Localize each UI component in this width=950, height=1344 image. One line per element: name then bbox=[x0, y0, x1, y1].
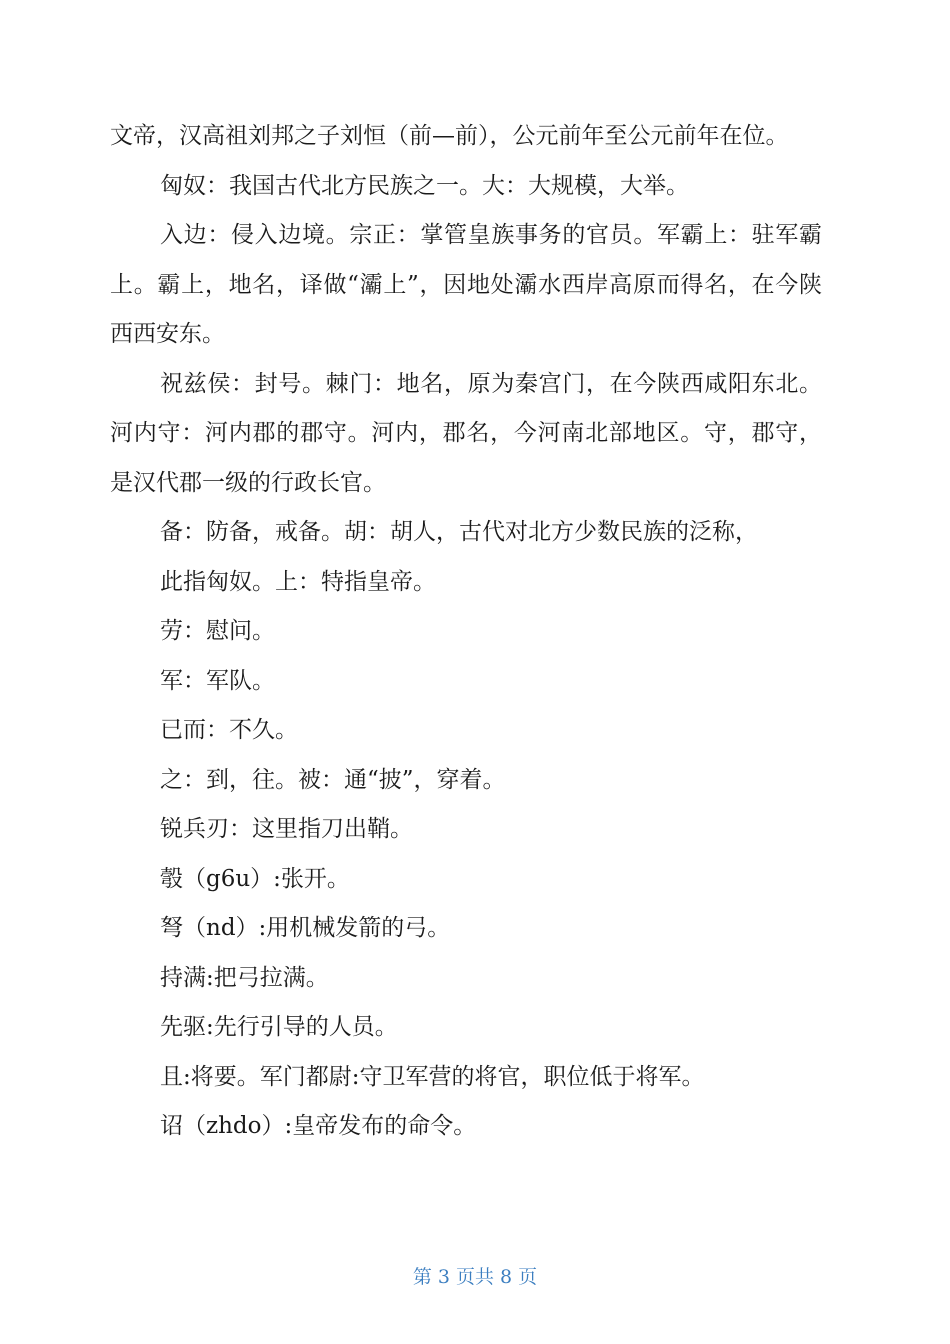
paragraph-7: 劳：慰问。 bbox=[160, 618, 275, 644]
paragraph-2: 匈奴：我国古代北方民族之一。大：大规模，大举。 bbox=[160, 172, 689, 199]
page-number-footer: 第 3 页共 8 页 bbox=[412, 1266, 538, 1288]
paragraph-4: 祝兹侯：封号。棘门：地名，原为秦宫门，在今陕西咸阳东北。河内守：河内郡的郡守。河内，郡名，今河南北部地区。守，郡守，是汉代郡一级的行政长官。 bbox=[110, 370, 822, 496]
paragraph-12: 彀（g6u）:张开。 bbox=[160, 865, 350, 892]
paragraph-11: 锐兵刃：这里指刀出鞘。 bbox=[160, 816, 413, 842]
paragraph-16: 且:将要。军门都尉:守卫军营的将官，职位低于将军。 bbox=[160, 1063, 705, 1090]
paragraph-13: 弩（nd）:用机械发箭的弓。 bbox=[160, 915, 451, 941]
paragraph-1: 文帝，汉高祖刘邦之子刘恒（前—前），公元前年至公元前年在位。 bbox=[110, 123, 789, 149]
paragraph-15: 先驱:先行引导的人员。 bbox=[160, 1014, 398, 1040]
paragraph-10: 之：到，往。被：通“披”，穿着。 bbox=[160, 766, 506, 793]
paragraph-17: 诏（zhdo）:皇帝发布的命令。 bbox=[160, 1113, 477, 1139]
paragraph-6: 此指匈奴。上：特指皇帝。 bbox=[160, 568, 436, 595]
paragraph-9: 已而：不久。 bbox=[160, 717, 298, 743]
document-body bbox=[110, 112, 822, 1152]
paragraph-5: 备：防备，戒备。胡：胡人，古代对北方少数民族的泛称， bbox=[160, 519, 758, 545]
paragraph-14: 持满:把弓拉满。 bbox=[160, 964, 329, 991]
paragraph-8: 军：军队。 bbox=[160, 667, 275, 694]
paragraph-3: 入边：侵入边境。宗正：掌管皇族事务的官员。军霸上：驻军霸上。霸上，地名，译做“灞上”，因地处灞水西岸高原而得名，在今陕西西安东。 bbox=[110, 222, 822, 347]
